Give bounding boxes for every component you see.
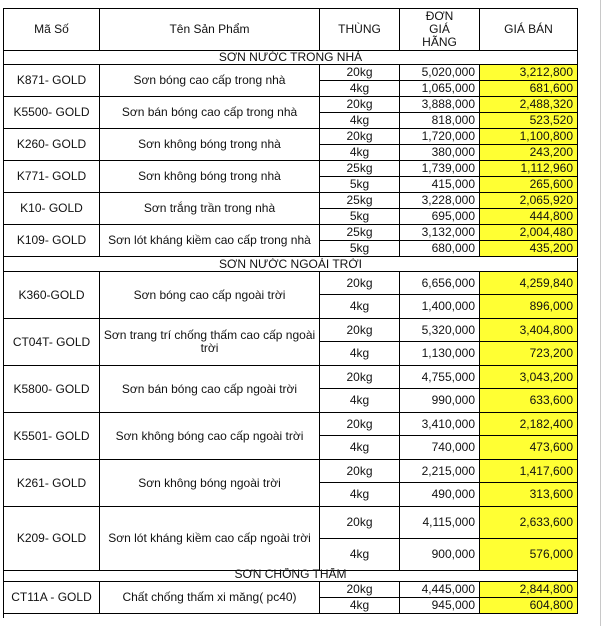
sale-price: 3,212,800 [480,65,578,81]
product-code: CT04T- GOLD [4,319,100,366]
package-size: 4kg [320,436,400,460]
package-size: 25kg [320,193,400,209]
sale-price: 2,488,320 [480,97,578,113]
product-name: Sơn bán bóng cao cấp trong nhà [100,97,320,129]
list-price: 900,000 [400,539,480,571]
package-size: 20kg [320,582,400,598]
list-price: 4,445,000 [400,582,480,598]
list-price: 3,410,000 [400,413,480,436]
package-size: 25kg [320,225,400,241]
product-name: Sơn trắng trần trong nhà [100,193,320,225]
product-name: Chất chống thấm xi măng( pc40) [100,582,320,614]
package-size: 4kg [320,342,400,366]
sale-price: 3,043,200 [480,366,578,389]
product-code: K5800- GOLD [4,366,100,413]
product-name: Sơn bán bóng cao cấp ngoài trời [100,366,320,413]
package-size: 20kg [320,507,400,539]
package-size: 20kg [320,366,400,389]
list-price: 1,739,000 [400,161,480,177]
product-code: K360-GOLD [4,272,100,319]
sale-price: 3,404,800 [480,319,578,342]
sale-price: 2,004,480 [480,225,578,241]
sale-price: 313,600 [480,483,578,507]
product-code: K5500- GOLD [4,97,100,129]
header-code: Mã Số [4,9,100,51]
list-price: 2,215,000 [400,460,480,483]
header-size: THÙNG [320,9,400,51]
package-size: 5kg [320,209,400,225]
package-size: 20kg [320,319,400,342]
sale-price: 473,600 [480,436,578,460]
list-price: 415,000 [400,177,480,193]
list-price: 945,000 [400,598,480,614]
package-size: 5kg [320,241,400,257]
product-name: Sơn không bóng trong nhà [100,161,320,193]
list-price: 3,228,000 [400,193,480,209]
list-price: 1,130,000 [400,342,480,366]
list-price: 5,020,000 [400,65,480,81]
list-price: 680,000 [400,241,480,257]
product-code: K5501- GOLD [4,413,100,460]
product-name: Sơn bóng cao cấp ngoài trời [100,272,320,319]
product-name: Sơn lót kháng kiềm cao cấp trong nhà [100,225,320,257]
product-name: Sơn không bóng cao cấp ngoài trời [100,413,320,460]
sale-price: 265,600 [480,177,578,193]
list-price: 818,000 [400,113,480,129]
product-code: K10- GOLD [4,193,100,225]
sale-price: 681,600 [480,81,578,97]
list-price: 4,755,000 [400,366,480,389]
sale-price: 1,100,800 [480,129,578,145]
section-title: SƠN CHỐNG THẤM [4,568,578,582]
sale-price: 1,417,600 [480,460,578,483]
package-size: 4kg [320,539,400,571]
sale-price: 4,259,840 [480,272,578,295]
product-name: Sơn không bóng trong nhà [100,129,320,161]
package-size: 20kg [320,129,400,145]
package-size: 25kg [320,161,400,177]
product-name: Sơn không bóng ngoài trời [100,460,320,507]
package-size: 20kg [320,65,400,81]
sale-price: 2,182,400 [480,413,578,436]
sale-price: 1,112,960 [480,161,578,177]
sale-price: 2,065,920 [480,193,578,209]
sale-price: 243,200 [480,145,578,161]
product-code: K261- GOLD [4,460,100,507]
package-size: 20kg [320,272,400,295]
product-code: K771- GOLD [4,161,100,193]
list-price: 1,720,000 [400,129,480,145]
product-name: Sơn lót kháng kiềm cao cấp ngoài trời [100,507,320,571]
sale-price: 633,600 [480,389,578,413]
product-code: K260- GOLD [4,129,100,161]
sale-price: 523,520 [480,113,578,129]
package-size: 4kg [320,598,400,614]
list-price: 740,000 [400,436,480,460]
sale-price: 576,000 [480,539,578,571]
sale-price: 896,000 [480,295,578,319]
sale-price: 604,800 [480,598,578,614]
list-price: 3,888,000 [400,97,480,113]
sale-price: 2,844,800 [480,582,578,598]
product-name: Sơn trang trí chống thấm cao cấp ngoài trời [100,319,320,366]
table-top-border [4,8,578,9]
package-size: 4kg [320,81,400,97]
list-price: 990,000 [400,389,480,413]
list-price: 1,065,000 [400,81,480,97]
list-price: 4,115,000 [400,507,480,539]
list-price: 1,400,000 [400,295,480,319]
package-size: 20kg [320,460,400,483]
list-price: 490,000 [400,483,480,507]
section-title: SƠN NƯỚC TRONG NHÀ [4,51,578,65]
package-size: 5kg [320,177,400,193]
list-price: 695,000 [400,209,480,225]
list-price: 6,656,000 [400,272,480,295]
package-size: 4kg [320,145,400,161]
package-size: 4kg [320,295,400,319]
package-size: 20kg [320,413,400,436]
list-price: 5,320,000 [400,319,480,342]
product-code: K871- GOLD [4,65,100,97]
package-size: 4kg [320,389,400,413]
package-size: 20kg [320,97,400,113]
sale-price: 435,200 [480,241,578,257]
sale-price: 444,800 [480,209,578,225]
header-sale-price: GIÁ BÁN [480,9,578,51]
sale-price: 723,200 [480,342,578,366]
section-title: SƠN NƯỚC NGOÀI TRỜI [4,258,578,272]
package-size: 4kg [320,483,400,507]
list-price: 380,000 [400,145,480,161]
sheet-gridline [600,0,601,626]
product-name: Sơn bóng cao cấp trong nhà [100,65,320,97]
header-name: Tên Sản Phẩm [100,9,320,51]
list-price: 3,132,000 [400,225,480,241]
sale-price: 2,633,600 [480,507,578,539]
product-code: K209- GOLD [4,507,100,571]
header-list-price: ĐƠN GIÁ HÃNG [400,9,480,51]
package-size: 4kg [320,113,400,129]
product-code: K109- GOLD [4,225,100,257]
product-code: CT11A - GOLD [4,582,100,614]
